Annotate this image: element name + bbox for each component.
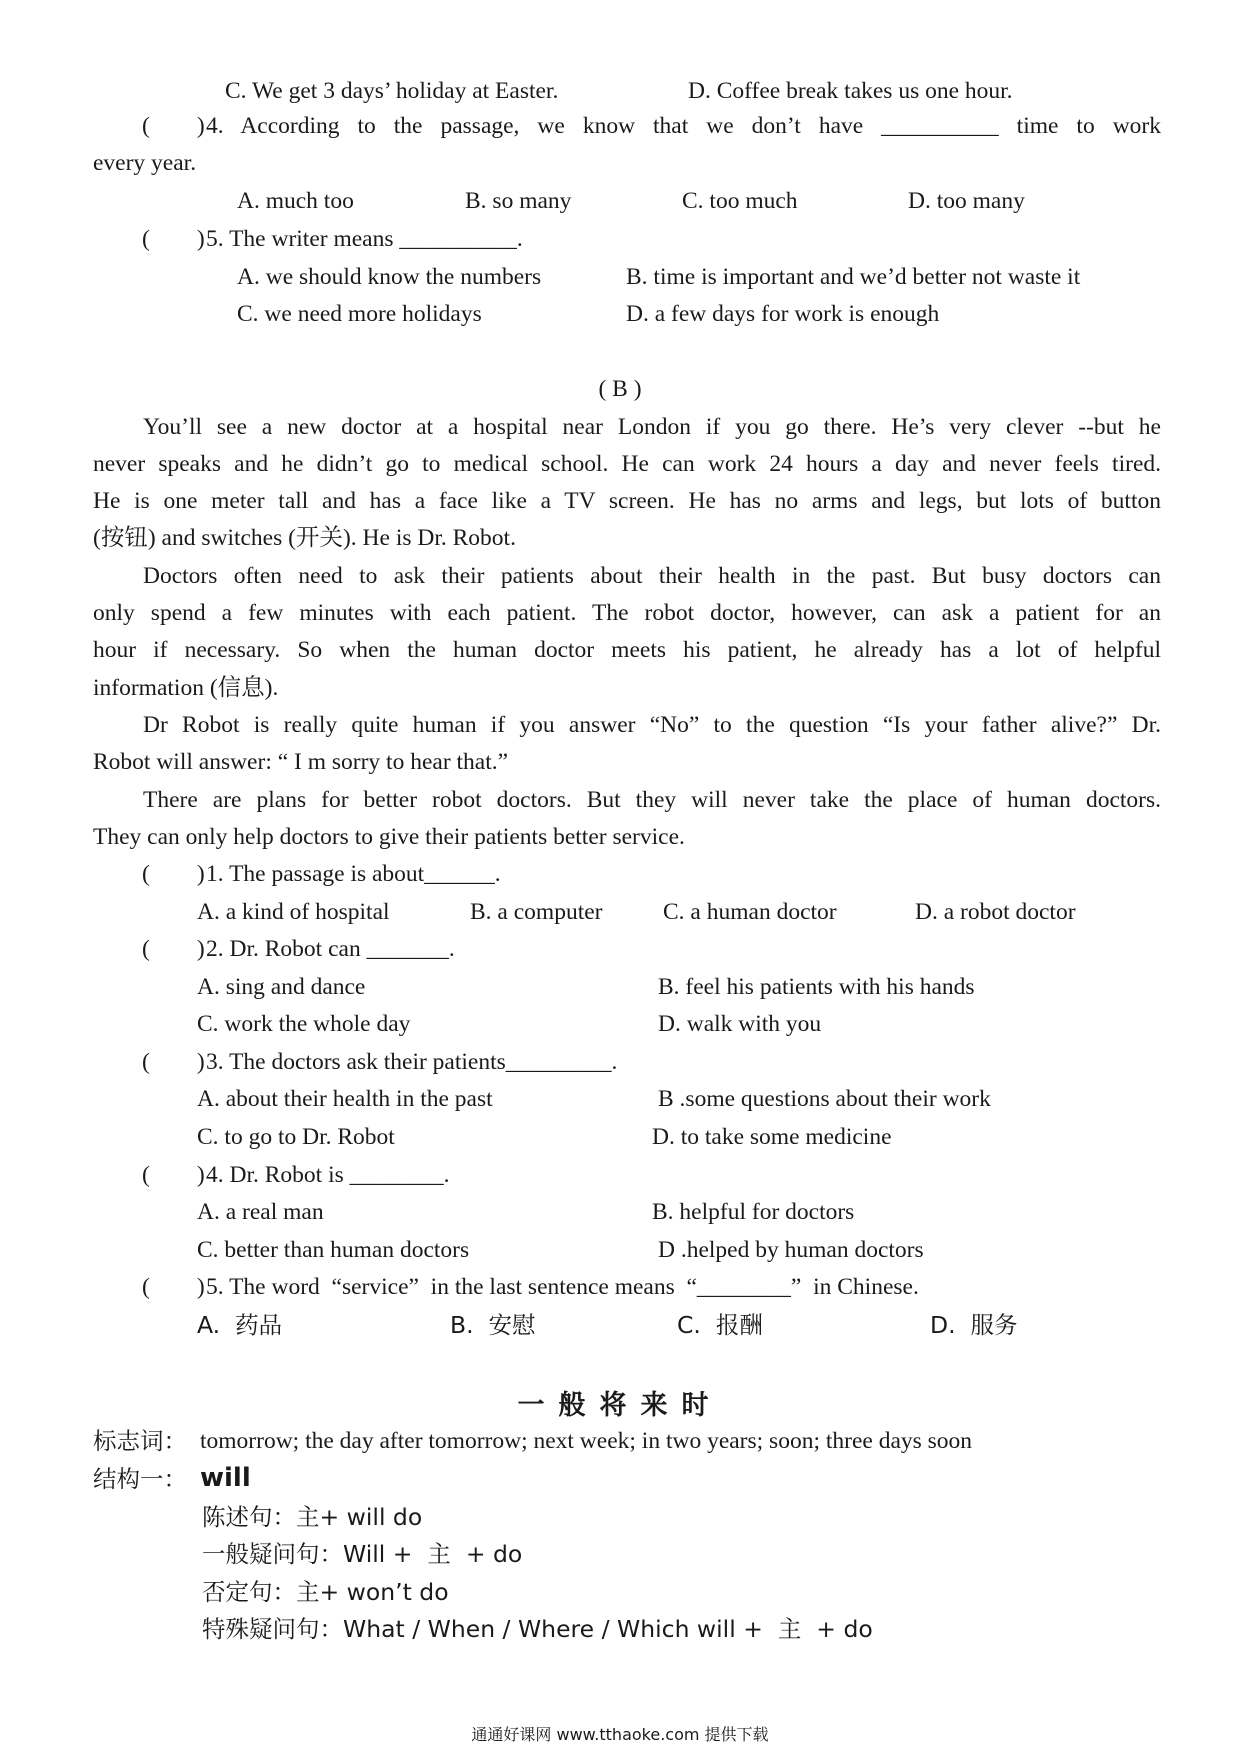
b-q2-option-d: D. walk with you — [658, 1011, 822, 1037]
b-q3-option-c: C. to go to Dr. Robot — [197, 1124, 395, 1150]
b-q2-stem: 2. Dr. Robot can _______. — [206, 936, 455, 962]
pattern-statement: 陈述句：主+ will do — [202, 1503, 423, 1531]
signal-words: tomorrow; the day after tomorrow; next week; in two years; soon; three days soon — [200, 1428, 973, 1454]
b-q4-option-a: A. a real man — [197, 1199, 324, 1225]
b-q5-option-c: C. 报酬 — [677, 1311, 763, 1339]
b-q4-option-b: B. helpful for doctors — [652, 1199, 855, 1225]
b-q3-answer-paren[interactable]: ( ) — [142, 1049, 205, 1075]
pattern-yes-no-question: 一般疑问句：Will + 主 + do — [202, 1540, 523, 1568]
b-q1-option-c: C. a human doctor — [663, 899, 837, 925]
b-q5-option-d: D. 服务 — [930, 1311, 1018, 1339]
structure-keyword: will — [200, 1463, 251, 1493]
a-q3-option-c: C. We get 3 days’ holiday at Easter. — [225, 78, 559, 104]
a-q5-answer-paren[interactable]: ( ) — [142, 226, 205, 252]
a-q4-stem-cont: every year. — [93, 150, 197, 176]
a-q5-option-d: D. a few days for work is enough — [626, 301, 940, 327]
passage-p4-line2: They can only help doctors to give their patients better service. — [93, 824, 685, 850]
passage-p1-line2: never speaks and he didn’t go to medical school. He can work 24 hours a day and never feels tired. — [93, 451, 1161, 477]
passage-p4-line1: There are plans for better robot doctors. But they will never take the place of human doctors. — [143, 787, 1161, 813]
passage-p3-line1: Dr Robot is really quite human if you answer “No” to the question “Is your father alive?” Dr. — [143, 712, 1161, 738]
b-q5-option-a: A. 药品 — [197, 1311, 283, 1339]
b-q5-answer-paren[interactable]: ( ) — [142, 1274, 205, 1300]
b-q1-option-d: D. a robot doctor — [915, 899, 1076, 925]
passage-p2-line2: only spend a few minutes with each patient. The robot doctor, however, can ask a patient for an — [93, 600, 1161, 626]
b-q2-option-a: A. sing and dance — [197, 974, 366, 1000]
b-q1-option-a: A. a kind of hospital — [197, 899, 390, 925]
signal-words-label: 标志词： — [93, 1427, 187, 1455]
a-q5-option-c: C. we need more holidays — [237, 301, 482, 327]
a-q4-option-a: A. much too — [237, 188, 354, 214]
a-q5-option-a: A. we should know the numbers — [237, 264, 542, 290]
passage-p1-line1: You’ll see a new doctor at a hospital near London if you go there. He’s very clever --but he — [143, 414, 1161, 440]
passage-p3-line2: Robot will answer: “ I m sorry to hear that.” — [93, 749, 509, 775]
a-q4-option-b: B. so many — [465, 188, 572, 214]
b-q5-stem: 5. The word “service” in the last sentence means “________” in Chinese. — [206, 1274, 919, 1300]
b-q5-option-b: B. 安慰 — [450, 1311, 536, 1339]
passage-p1-line4: (按钮) and switches (开关). He is Dr. Robot. — [93, 525, 516, 551]
section-b-label: ( B ) — [598, 376, 642, 402]
b-q3-option-b: B .some questions about their work — [658, 1086, 991, 1112]
b-q4-answer-paren[interactable]: ( ) — [142, 1162, 205, 1188]
b-q2-option-b: B. feel his patients with his hands — [658, 974, 975, 1000]
b-q4-option-c: C. better than human doctors — [197, 1237, 470, 1263]
b-q3-stem: 3. The doctors ask their patients_________. — [206, 1049, 618, 1075]
b-q2-option-c: C. work the whole day — [197, 1011, 411, 1037]
a-q4-option-c: C. too much — [682, 188, 798, 214]
structure-label: 结构一： — [93, 1465, 187, 1493]
passage-p2-line1: Doctors often need to ask their patients about their health in the past. But busy doctors can — [143, 563, 1161, 589]
a-q4-stem: 4. According to the passage, we know that we don’t have __________ time to work — [206, 113, 1161, 139]
a-q3-option-d: D. Coffee break takes us one hour. — [688, 78, 1013, 104]
a-q5-stem: 5. The writer means __________. — [206, 226, 523, 252]
b-q3-option-d: D. to take some medicine — [652, 1124, 892, 1150]
grammar-title: 一般将来时 — [517, 1390, 723, 1421]
a-q4-option-d: D. too many — [908, 188, 1025, 214]
pattern-negative: 否定句：主+ won’t do — [202, 1578, 449, 1606]
b-q4-option-d: D .helped by human doctors — [658, 1237, 924, 1263]
footer-source: 通通好课网 www.tthaoke.com 提供下载 — [471, 1725, 769, 1744]
b-q1-stem: 1. The passage is about______. — [206, 861, 501, 887]
a-q5-option-b: B. time is important and we’d better not waste it — [626, 264, 1081, 290]
b-q1-answer-paren[interactable]: ( ) — [142, 861, 205, 887]
pattern-wh-question: 特殊疑问句：What / When / Where / Which will + 主 + do — [202, 1615, 873, 1643]
b-q3-option-a: A. about their health in the past — [197, 1086, 493, 1112]
b-q4-stem: 4. Dr. Robot is ________. — [206, 1162, 450, 1188]
b-q2-answer-paren[interactable]: ( ) — [142, 936, 205, 962]
passage-p1-line3: He is one meter tall and has a face like a TV screen. He has no arms and legs, but lots of button — [93, 488, 1161, 514]
b-q1-option-b: B. a computer — [470, 899, 603, 925]
passage-p2-line3: hour if necessary. So when the human doctor meets his patient, he already has a lot of helpful — [93, 637, 1161, 663]
a-q4-answer-paren[interactable]: ( ) — [142, 113, 205, 139]
passage-p2-line4: information (信息). — [93, 675, 279, 701]
